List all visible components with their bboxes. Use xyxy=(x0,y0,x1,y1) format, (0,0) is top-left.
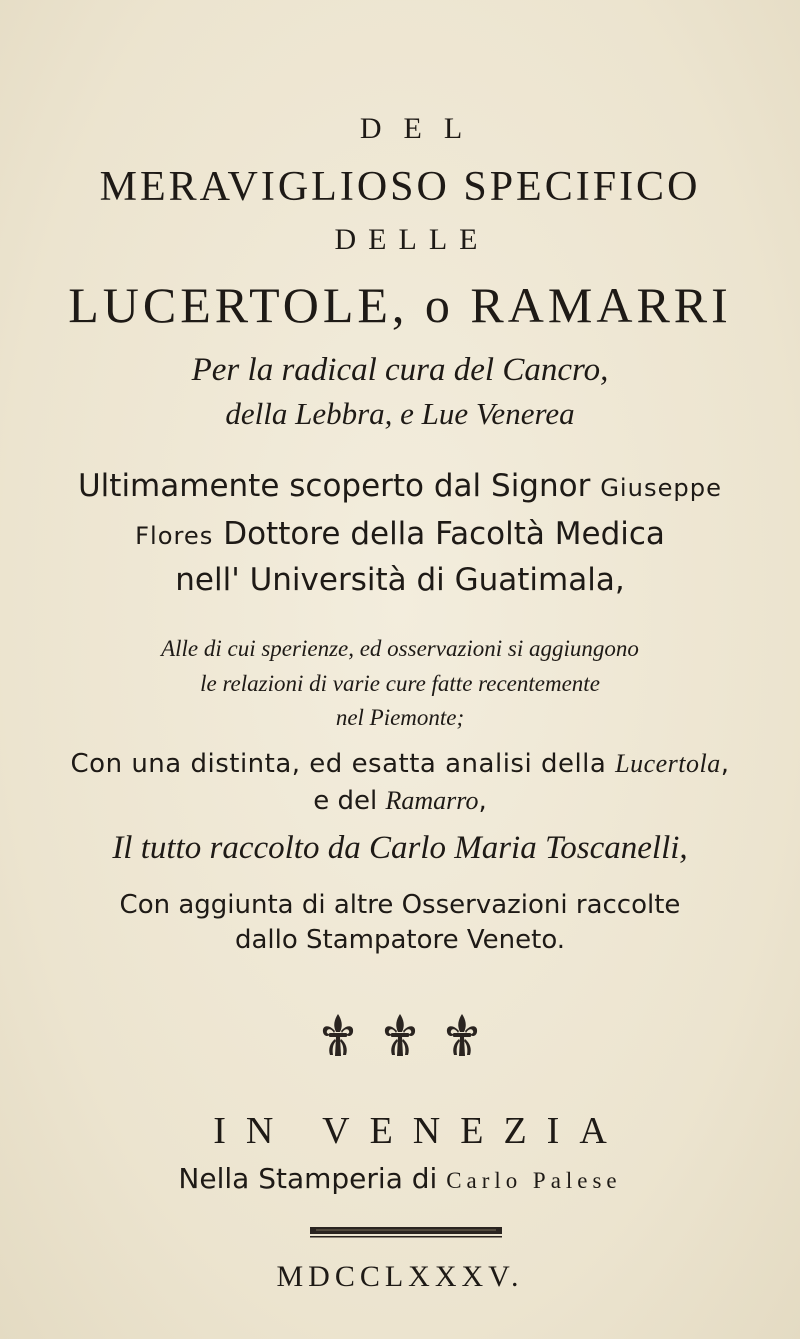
discovery-text: Dottore della Facoltà Medica xyxy=(213,516,665,552)
discovery-text: Ultimamente scoperto dal Signor xyxy=(77,468,601,504)
additions-line-2: dallo Stampatore Veneto. xyxy=(234,925,566,955)
author-surname: Flores xyxy=(135,522,214,550)
experiments-line-1: Alle di cui sperienze, ed osservazioni si aggiungono xyxy=(161,636,639,661)
printer-name: Carlo Palese xyxy=(446,1168,622,1193)
analysis-text: Con una distinta, ed esatta analisi della xyxy=(70,749,616,779)
discovery-line-3: nell' Università di Guatimala, xyxy=(175,562,625,598)
imprint-year: MDCCLXXXV. xyxy=(276,1260,524,1293)
analysis-line-1 xyxy=(0,749,800,779)
discovery-line-1 xyxy=(0,468,800,504)
subtitle-line-2: della Lebbra, e Lue Venerea xyxy=(225,396,575,431)
imprint-printer-text: Nella Stamperia di xyxy=(178,1162,447,1195)
experiments-line-2: le relazioni di varie cure fatte recentemente xyxy=(200,671,600,696)
analysis-text: e del xyxy=(313,786,386,816)
author-first-name: Giuseppe xyxy=(600,474,722,502)
ornament-row xyxy=(0,1012,800,1058)
imprint-printer xyxy=(0,1162,800,1195)
imprint-city: IN VENEZIA xyxy=(213,1110,627,1152)
heading-meraviglioso-specifico: MERAVIGLIOSO SPECIFICO xyxy=(99,164,701,210)
fleur-de-lis-icon xyxy=(320,1012,356,1058)
decorative-rule xyxy=(306,1226,506,1240)
experiments-line-3: nel Piemonte; xyxy=(335,705,465,730)
fleur-de-lis-icon xyxy=(444,1012,480,1058)
fleur-de-lis-icon xyxy=(382,1012,418,1058)
collector-line: Il tutto raccolto da Carlo Maria Toscanelli, xyxy=(112,830,688,866)
analysis-punct: , xyxy=(720,749,730,779)
subtitle-line-1: Per la radical cura del Cancro, xyxy=(191,352,609,388)
heading-delle: DELLE xyxy=(334,223,490,256)
heading-del: DEL xyxy=(359,112,485,145)
term-lucertola: Lucertola xyxy=(615,749,721,778)
analysis-punct: , xyxy=(478,786,487,816)
term-ramarro: Ramarro xyxy=(385,786,479,815)
discovery-line-2 xyxy=(0,516,800,552)
additions-line-1: Con aggiunta di altre Osservazioni raccolte xyxy=(119,890,681,920)
analysis-line-2 xyxy=(0,786,800,816)
heading-lucertole-ramarri: LUCERTOLE, o RAMARRI xyxy=(68,277,732,333)
